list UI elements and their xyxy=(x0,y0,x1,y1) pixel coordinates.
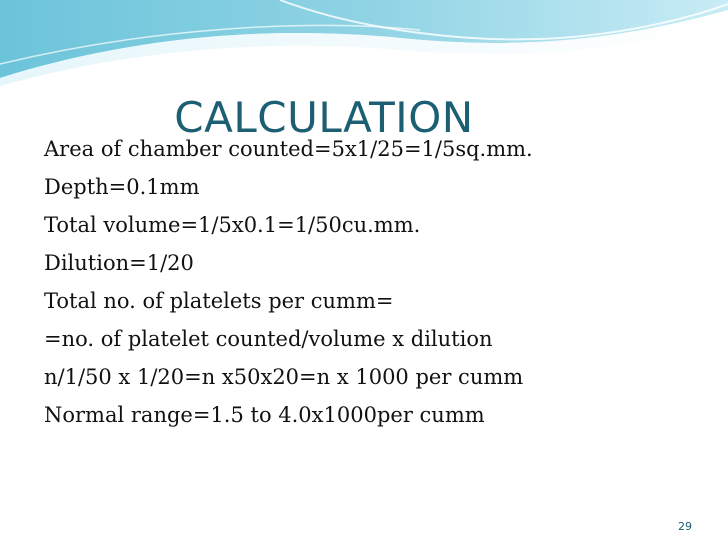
body-line-normal-range: Normal range=1.5 to 4.0x1000per cumm xyxy=(44,403,485,427)
body-line-total-platelets: Total no. of platelets per cumm= xyxy=(44,289,394,313)
header-wave-decoration xyxy=(0,0,728,100)
body-line-formula: =no. of platelet counted/volume x dilution xyxy=(44,327,493,351)
body-line-dilution: Dilution=1/20 xyxy=(44,251,194,275)
body-line-depth: Depth=0.1mm xyxy=(44,175,200,199)
body-text xyxy=(44,130,533,434)
body-line-simplified: n/1/50 x 1/20=n x50x20=n x 1000 per cumm xyxy=(44,365,524,389)
body-line-volume: Total volume=1/5x0.1=1/50cu.mm. xyxy=(44,213,421,237)
slide-title: CALCULATION xyxy=(174,93,474,142)
page-number: 29 xyxy=(678,520,692,533)
body-line-area: Area of chamber counted=5x1/25=1/5sq.mm. xyxy=(44,137,533,161)
